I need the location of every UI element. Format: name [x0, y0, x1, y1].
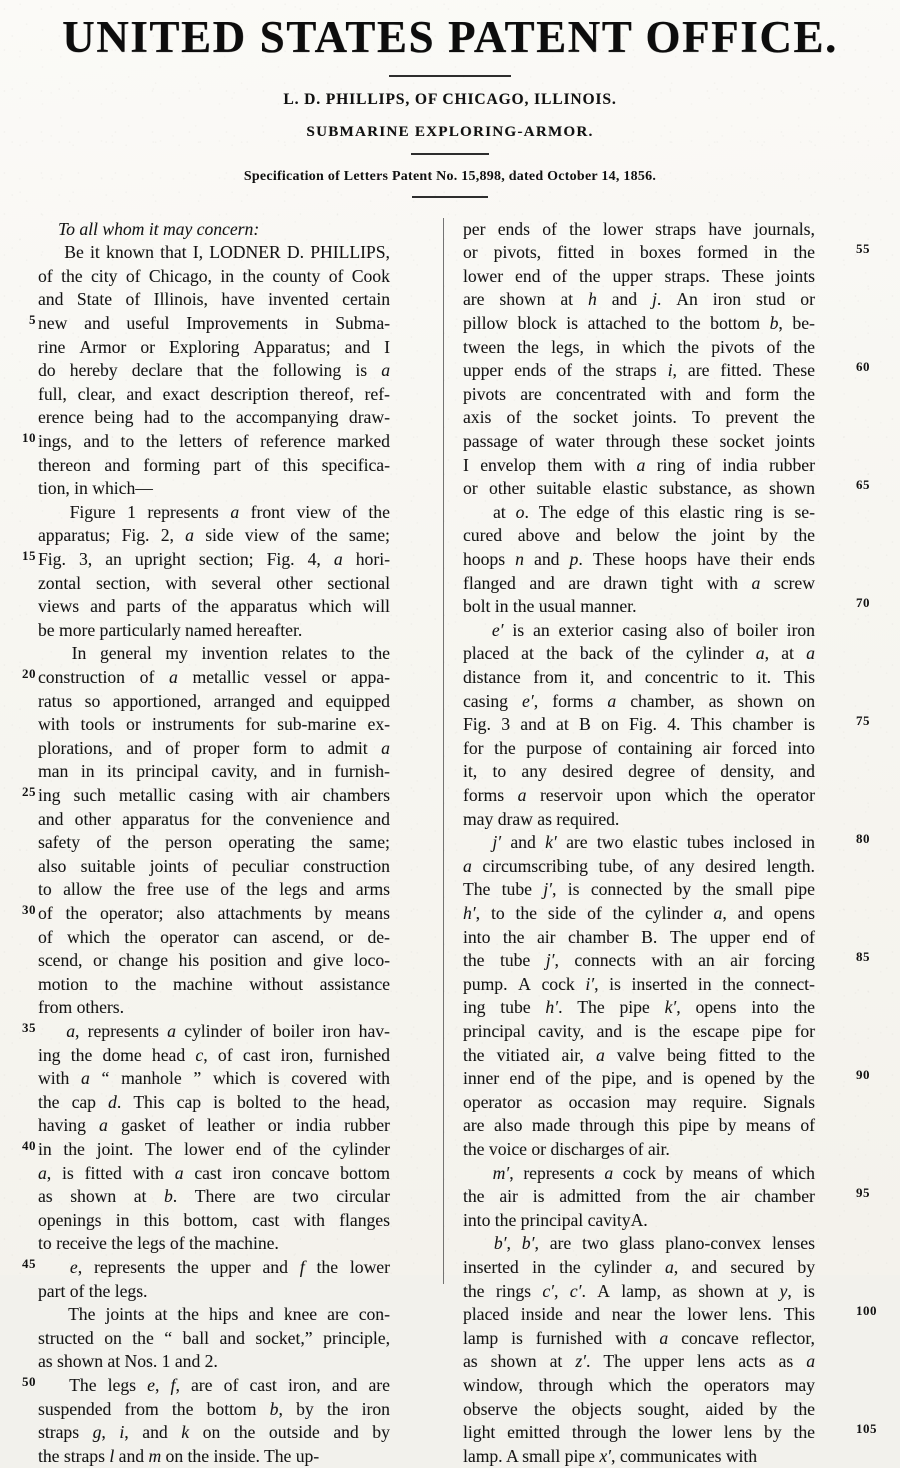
text-line: inner end of the pipe, and is opened by the [463, 1068, 815, 1089]
text-line: the straps l and m on the inside. The up- [38, 1445, 320, 1466]
text-line: of which the operator can ascend, or de- [38, 926, 390, 947]
text-line: the tube j′, connects with an air forcing [463, 950, 815, 971]
text-line: The joints at the hips and knee are con- [68, 1304, 390, 1325]
text-line: to allow the free use of the legs and arms [38, 879, 390, 900]
text-line: light emitted through the lower lens by the [463, 1422, 815, 1443]
text-line: The legs e, f, are of cast iron, and are [69, 1375, 390, 1396]
text-line: erence being had to the accompanying draw- [38, 407, 390, 428]
page-title: UNITED STATES PATENT OFFICE. [62, 12, 838, 62]
text-line: Fig. 3 and at B on Fig. 4. This chamber is [463, 714, 815, 735]
text-line: In general my invention relates to the [71, 643, 390, 664]
text-line: and other apparatus for the convenience and [38, 808, 390, 829]
text-line: be more particularly named hereafter. [38, 619, 303, 640]
text-line: principal cavity, and is the escape pipe for [463, 1021, 815, 1042]
text-line: ratus so apportioned, arranged and equipped [38, 690, 390, 711]
line-number: 85 [856, 949, 870, 965]
text-line: do hereby declare that the following is a [38, 360, 390, 381]
text-line: are also made through this pipe by means of [463, 1115, 815, 1136]
text-line: cured above and below the joint by the [463, 525, 815, 546]
text-line: as shown at b. There are two circular [38, 1186, 390, 1207]
text-line: e′ is an exterior casing also of boiler iron [491, 619, 815, 640]
line-number: 65 [856, 477, 870, 493]
text-line: ings, and to the letters of reference marked [38, 431, 390, 452]
text-line: pillow block is attached to the bottom b, be- [463, 313, 815, 334]
text-line: may draw as required. [463, 808, 620, 829]
text-line: ing such metallic casing with air chambers [38, 785, 390, 806]
text-line: a, is fitted with a cast iron concave bottom [38, 1162, 390, 1183]
line-number: 25 [22, 784, 36, 800]
text-line: for the purpose of containing air forced into [463, 737, 815, 758]
line-number: 100 [856, 1303, 877, 1319]
line-number: 20 [22, 666, 36, 682]
text-line: tion, in which— [38, 478, 153, 499]
text-line: window, through which the operators may [463, 1375, 815, 1396]
text-line: bolt in the usual manner. [463, 596, 637, 617]
text-line: as shown at Nos. 1 and 2. [38, 1351, 218, 1372]
text-line: the cap d. This cap is bolted to the head, [38, 1091, 390, 1112]
text-line: lamp. A small pipe x′, communicates with [463, 1445, 758, 1466]
text-line: h′, to the side of the cylinder a, and opens [463, 903, 815, 924]
text-line: into the air chamber B. The upper end of [463, 926, 815, 947]
text-line: casing e′, forms a chamber, as shown on [463, 690, 815, 711]
text-line: straps g, i, and k on the outside and by [38, 1422, 390, 1443]
header-rule-1 [389, 75, 511, 77]
line-number: 90 [856, 1067, 870, 1083]
text-line: structed on the “ ball and socket,” principle, [38, 1327, 390, 1348]
text-line: per ends of the lower straps have journals, [463, 218, 815, 239]
text-line: zontal section, with several other sectional [38, 572, 390, 593]
text-line: rine Armor or Exploring Apparatus; and I [38, 336, 390, 357]
text-line: to receive the legs of the machine. [38, 1233, 279, 1254]
line-number: 40 [22, 1138, 36, 1154]
text-line: full, clear, and exact description thereof, ref- [38, 383, 390, 404]
text-line: apparatus; Fig. 2, a side view of the same; [38, 525, 390, 546]
text-line: lamp is furnished with a concave reflector, [463, 1327, 815, 1348]
line-number: 70 [856, 595, 870, 611]
text-line: the voice or discharges of air. [463, 1139, 670, 1160]
text-line: suspended from the bottom b, by the iron [38, 1398, 390, 1419]
text-line: of the operator; also attachments by means [38, 903, 390, 924]
header-rule-2 [411, 153, 489, 155]
text-line: with a “ manhole ” which is covered with [38, 1068, 390, 1089]
text-line: Be it known that I, LODNER D. PHILLIPS, [64, 242, 390, 263]
text-line: also suitable joints of peculiar construction [38, 855, 390, 876]
text-line: from others. [38, 997, 124, 1018]
text-line: placed at the back of the cylinder a, at a [463, 643, 815, 664]
text-line: passage of water through these socket joints [463, 431, 815, 452]
line-number: 50 [22, 1374, 36, 1390]
text-line: motion to the machine without assistance [38, 973, 390, 994]
text-line: tween the legs, in which the pivots of the [463, 336, 815, 357]
text-line: j′ and k′ are two elastic tubes inclosed in [492, 832, 815, 853]
inventor-line: L. D. PHILLIPS, OF CHICAGO, ILLINOIS. [283, 90, 617, 108]
line-number: 80 [856, 831, 870, 847]
text-line: as shown at z′. The upper lens acts as a [463, 1351, 815, 1372]
text-line: into the principal cavityA. [463, 1209, 648, 1230]
line-number: 60 [856, 359, 870, 375]
header-rule-3 [412, 196, 488, 198]
text-line: distance from it, and concentric to it. This [463, 667, 815, 688]
text-line: ing tube h′. The pipe k′, opens into the [463, 997, 815, 1018]
text-line: ing the dome head c, of cast iron, furnished [38, 1044, 390, 1065]
line-number: 105 [856, 1421, 877, 1437]
masthead [0, 0, 900, 198]
line-number: 30 [22, 902, 36, 918]
text-line: man in its principal cavity, and in furnish- [38, 761, 390, 782]
text-line: b′, b′, are two glass plano-convex lenses [493, 1233, 815, 1254]
text-line: openings in this bottom, cast with flanges [38, 1209, 390, 1230]
line-number: 75 [856, 713, 870, 729]
line-number: 45 [22, 1256, 36, 1272]
text-line: forms a reservoir upon which the operator [463, 785, 815, 806]
text-line: the vitiated air, a valve being fitted to the [463, 1044, 815, 1065]
text-line: scend, or change his position and give loco- [38, 950, 390, 971]
text-line: in the joint. The lower end of the cylinder [38, 1139, 390, 1160]
line-number: 35 [22, 1020, 36, 1036]
text-line: views and parts of the apparatus which will [38, 596, 390, 617]
text-line: The tube j′, is connected by the small pipe [463, 879, 815, 900]
text-line: the air is admitted from the air chamber [463, 1186, 815, 1207]
text-line: are shown at h and j. An iron stud or [463, 289, 815, 310]
text-line: inserted in the cylinder a, and secured by [463, 1257, 815, 1278]
text-line: or other suitable elastic substance, as shown [463, 478, 815, 499]
text-line: of the city of Chicago, in the county of Cook [38, 265, 390, 286]
line-number: 95 [856, 1185, 870, 1201]
text-line: with tools or instruments for sub-marine ex- [38, 714, 390, 735]
column-divider [443, 218, 444, 1284]
invention-title: SUBMARINE EXPLORING-ARMOR. [306, 123, 594, 140]
text-line: Fig. 3, an upright section; Fig. 4, a hori- [38, 549, 390, 570]
text-line: the rings c′, c′. A lamp, as shown at y, is [463, 1280, 815, 1301]
text-line: it, to any desired degree of density, and [463, 761, 815, 782]
text-line: m′, represents a cock by means of which [492, 1162, 815, 1183]
text-line: observe the objects sought, aided by the [463, 1398, 815, 1419]
text-line: at o. The edge of this elastic ring is se- [492, 501, 815, 522]
text-line: placed inside and near the lower lens. This [463, 1304, 815, 1325]
text-line: upper ends of the straps i, are fitted. These [463, 360, 815, 381]
line-number: 5 [29, 312, 36, 328]
text-line: a circumscribing tube, of any desired length. [463, 855, 815, 876]
text-line: To all whom it may concern: [58, 218, 260, 239]
body-area [0, 214, 900, 1466]
text-line: new and useful Improvements in Subma- [38, 313, 390, 334]
text-line: Figure 1 represents a front view of the [69, 501, 390, 522]
text-line: pump. A cock i′, is inserted in the connect- [463, 973, 815, 994]
line-number: 10 [22, 430, 36, 446]
text-line: thereon and forming part of this specifica- [38, 454, 390, 475]
text-line: plorations, and of proper form to admit a [38, 737, 390, 758]
text-line: or pivots, fitted in boxes formed in the [463, 242, 815, 263]
text-line: construction of a metallic vessel or appa- [38, 667, 390, 688]
line-number: 55 [856, 241, 870, 257]
text-line: a, represents a cylinder of boiler iron hav- [66, 1021, 390, 1042]
text-line: part of the legs. [38, 1280, 148, 1301]
specification-line: Specification of Letters Patent No. 15,898, dated October 14, 1856. [243, 168, 657, 184]
text-line: operator as occasion may require. Signals [463, 1091, 815, 1112]
text-line: pivots are concentrated with and form the [463, 383, 815, 404]
text-line: e, represents the upper and f the lower [69, 1257, 390, 1278]
text-line: hoops n and p. These hoops have their ends [463, 549, 815, 570]
text-line: axis of the socket joints. To prevent the [463, 407, 815, 428]
text-line: I envelop them with a ring of india rubber [463, 454, 815, 475]
text-line: and State of Illinois, have invented certain [38, 289, 390, 310]
line-number: 15 [22, 548, 36, 564]
text-line: lower end of the upper straps. These joints [463, 265, 815, 286]
text-line: having a gasket of leather or india rubber [38, 1115, 390, 1136]
text-line: flanged and are drawn tight with a screw [463, 572, 815, 593]
text-line: safety of the person operating the same; [38, 832, 390, 853]
